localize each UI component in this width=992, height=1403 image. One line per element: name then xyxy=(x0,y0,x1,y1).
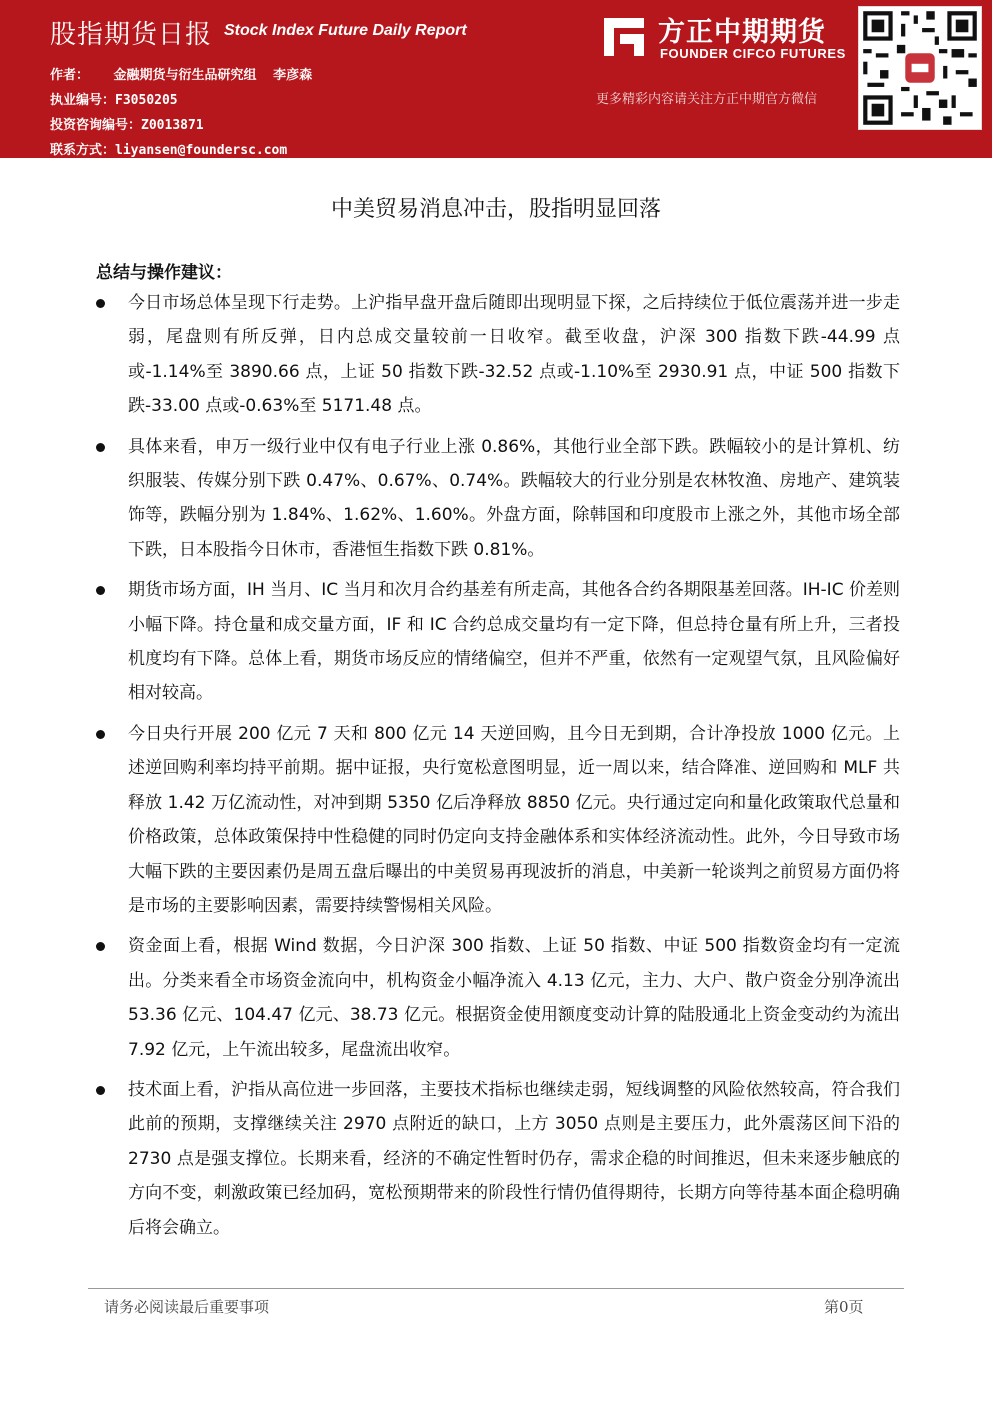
bullet-icon xyxy=(96,730,105,739)
paragraph-text: 今日央行开展 200 亿元 7 天和 800 亿元 14 天逆回购，且今日无到期，合计净投放 1000 亿元。上述逆回购利率均持平前期。据中证报，央行宽松意图明显，近一周以来，结合降准、逆回购和 MLF 共释放 1.42 万亿流动性，对冲到期 5350 亿后净释放 8850 亿元。央行通过定向和量化政策取代总量和价格政策，总体政策保持中性稳健的同时仍定向支持金融体系和实体经济流动性。此外，今日导致市场大幅下跌的主要因素仍是周五盘后曝出的中美贸易再现波折的消息，中美新一轮谈判之前贸易方面仍将是市场的主要影响因素，需要持续警惕相关风险。 xyxy=(128,723,900,916)
author-name: 李彦森 xyxy=(273,68,313,83)
contact-value[interactable]: liyansen@foundersc.com xyxy=(115,143,288,158)
bullet-icon xyxy=(96,299,105,308)
page-number: 第0页 xyxy=(824,1298,864,1316)
wechat-qr-code-icon[interactable] xyxy=(858,6,982,130)
founder-logo-icon xyxy=(600,14,648,60)
license-line xyxy=(50,89,178,108)
advisor-line xyxy=(50,114,204,133)
author-group: 金融期货与衍生品研究组 xyxy=(113,68,257,83)
license-value: F3050205 xyxy=(115,93,178,108)
report-header xyxy=(0,0,992,158)
author-label: 作者： xyxy=(50,68,90,83)
list-item xyxy=(128,573,900,711)
list-item xyxy=(128,286,900,424)
list-item xyxy=(128,717,900,923)
section-heading: 总结与操作建议： xyxy=(96,263,232,283)
document-title: 中美贸易消息冲击，股指明显回落 xyxy=(330,197,661,222)
bullet-icon xyxy=(96,942,105,951)
wechat-note: 更多精彩内容请关注方正中期官方微信 xyxy=(596,92,818,107)
author-line xyxy=(50,64,312,83)
bullet-icon xyxy=(96,1086,105,1095)
paragraph-text: 技术面上看，沪指从高位进一步回落，主要技术指标也继续走弱，短线调整的风险依然较高，符合我们此前的预期，支撑继续关注 2970 点附近的缺口，上方 3050 点则是主要压力，此外震荡区间下沿的 2730 点是强支撑位。长期来看，经济的不确定性暂时仍存，需求企稳的时间推迟，但未来逐步触底的方向不变，刺激政策已经加码，宽松预期带来的阶段性行情仍值得期待，长期方向等待基本面企稳明确后将会确立。 xyxy=(128,1079,900,1238)
list-item xyxy=(128,430,900,568)
paragraph-text: 期货市场方面，IH 当月、IC 当月和次月合约基差有所走高，其他各合约各期限基差回落。IH-IC 价差则小幅下降。持仓量和成交量方面，IF 和 IC 合约总成交量均有一定下降，但总持仓量有所上升，三者投机度均有下降。总体上看，期货市场反应的情绪偏空，但并不严重，依然有一定观望气氛，且风险偏好相对较高。 xyxy=(128,580,900,704)
list-item xyxy=(128,929,900,1067)
contact-label: 联系方式： xyxy=(50,143,116,158)
bullet-icon xyxy=(96,443,105,452)
list-item xyxy=(128,1073,900,1245)
report-title-en: Stock Index Future Daily Report xyxy=(224,22,467,39)
footer-divider xyxy=(88,1288,904,1289)
advisor-value: Z0013871 xyxy=(141,118,204,133)
paragraph-text: 资金面上看，根据 Wind 数据，今日沪深 300 指数、上证 50 指数、中证 500 指数资金均有一定流出。分类来看全市场资金流向中，机构资金小幅净流入 4.13 亿元，主力、大户、散户资金分别净流出 53.36 亿元、104.47 亿元、38.73 亿元。根据资金使用额度变动计算的陆股通北上资金变动约为流出 7.92 亿元，上午流出较多，尾盘流出收窄。 xyxy=(128,936,900,1060)
bullet-icon xyxy=(96,586,105,595)
advisor-label: 投资咨询编号： xyxy=(50,118,142,133)
paragraph-text: 具体来看，申万一级行业中仅有电子行业上涨 0.86%，其他行业全部下跌。跌幅较小的是计算机、纺织服装、传媒分别下跌 0.47%、0.67%、0.74%。跌幅较大的行业分别是农林牧渔、房地产、建筑装饰等，跌幅分别为 1.84%、1.62%、1.60%。外盘方面，除韩国和印度股市上涨之外，其他市场全部下跌，日本股指今日休市，香港恒生指数下跌 0.81%。 xyxy=(128,436,900,560)
logo-text-cn: 方正中期期货 xyxy=(658,17,826,48)
paragraph-text: 今日市场总体呈现下行走势。上沪指早盘开盘后随即出现明显下探，之后持续位于低位震荡并进一步走弱，尾盘则有所反弹，日内总成交量较前一日收窄。截至收盘，沪深 300 指数下跌-44.99 点或-1.14%至 3890.66 点，上证 50 指数下跌-32.52 点或-1.10%至 2930.91 点，中证 500 指数下跌-33.00 点或-0.63%至 5171.48 点。 xyxy=(128,293,900,417)
summary-list xyxy=(128,286,900,1251)
contact-line xyxy=(50,139,287,158)
license-label: 执业编号： xyxy=(50,93,116,108)
footer-disclaimer: 请务必阅读最后重要事项 xyxy=(104,1298,270,1316)
logo-text-en: FOUNDER CIFCO FUTURES xyxy=(660,46,846,61)
report-title-cn: 股指期货日报 xyxy=(50,20,213,50)
